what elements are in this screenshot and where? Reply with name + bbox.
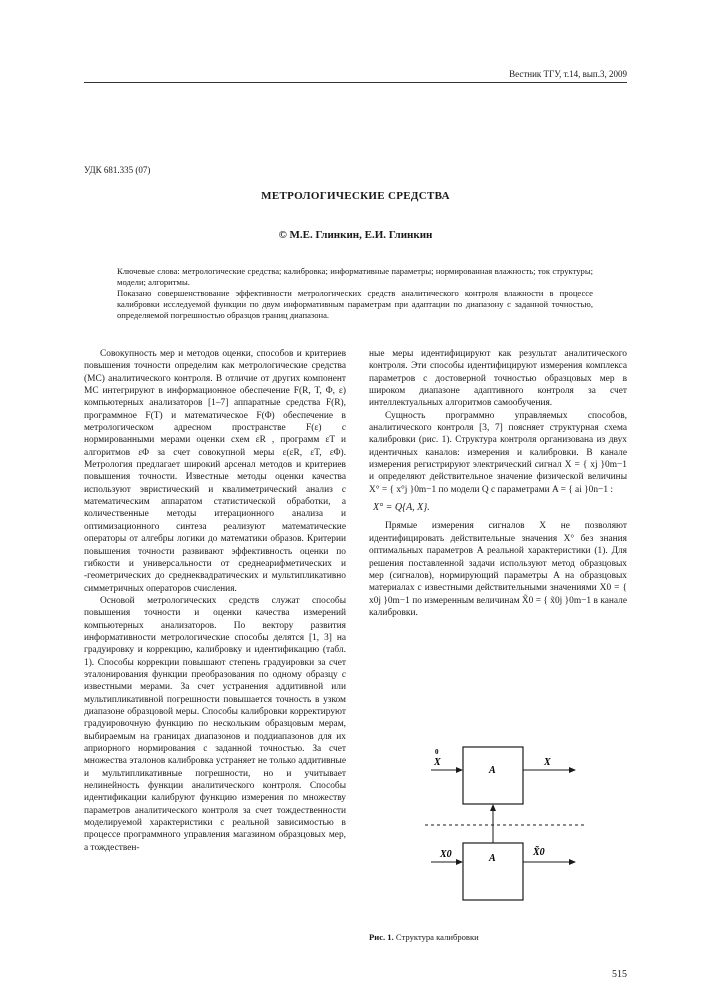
right-paragraph-1: ные меры идентифицируют как результат аналитического контроля. Эти способы идентифицируют измерения комплекса параметров с достоверной точностью образцовых мер в широком диапазоне адаптивного контроля за счет интеллектуальных алгоритмов самообучения. (369, 349, 627, 409)
formula-1: X° = Q{A, X}. (373, 502, 430, 514)
abstract-summary: Показано совершенствование эффективности метрологических средств аналитического контроля влажности в процессе калибровки исследуемой функции по двум информативным параметрам при адаптации по диапазону с заданной точностью, определяемой погрешностью образцов границ диапазона. (117, 288, 593, 320)
figure-caption (369, 932, 479, 942)
right-paragraph-2: Сущность программно управляемых способов, аналитического контроля [3, 7] поясняет структурная схема калибровки (рис. 1). Структура контроля организована из двух идентичных каналов: измерения и калибровки. В канале измерения регистрируют электрический сигнал X = { xj }0m−1 и определяют действительное значение физической величины X° = { x°j }0m−1 по модели Q с параметрами A = { ai }0n−1 : (369, 410, 627, 495)
bottom-block-label: A (489, 853, 496, 864)
article-title: МЕТРОЛОГИЧЕСКИЕ СРЕДСТВА (261, 190, 450, 202)
caption-label: Рис. 1. (369, 932, 394, 942)
article-authors: © М.Е. Глинкин, Е.И. Глинкин (278, 229, 433, 241)
top-output-label: X (544, 757, 551, 768)
top-input-label: X (434, 757, 441, 768)
journal-header: Вестник ТГУ, т.14, вып.3, 2009 (509, 69, 627, 79)
udk-code: УДК 681.335 (07) (84, 165, 151, 175)
caption-text: Структура калибровки (395, 932, 479, 942)
top-block-label: A (489, 765, 496, 776)
right-column (369, 348, 627, 619)
left-paragraph-2: Основой метрологических средств служат способы повышения точности и оценки качества измерений компьютерных анализаторов. По вектору развития информативности метрологические способы делятся [1, 3] на градуировку и коррекцию, калибровку и идентификацию (табл. 1). Способы коррекции повышают степень градуировки за счет эталонирования функции преобразования по одному образцу с известными мерами. За счет устранения аддитивной или мультипликативной погрешности повышается точность в узком диапазоне образцовой меры. Способы калибровки корректируют градуировочную функцию по нескольким образцовым мерам, выбираемым на границах диапазонов и поддиапазонов для их априорного нормирования с заданной точностью. За счет множества эталонов калибровка устраняет не только аддитивные и мультипликативные погрешности, но и учитывает нелинейность функции аналитического контроля. Способы идентификации калибруют функцию измерения по множеству параметров аналитического контроля за счет тождественности моделируемой характеристики с реальной зависимостью в процессе программного управления магазином образцовых мер, а тождествен- (84, 595, 346, 853)
left-paragraph-1: Совокупность мер и методов оценки, способов и критериев повышения точности определим как метрологические средства (МС) аналитического контроля. В отличие от других компонент МС интегрируют в информационное обеспечение F(R, T, Φ, ε) компьютерных анализаторов [1–7] аппаратные средства F(R), программное F(T) и математическое F(Φ) обеспечение в метрологическом адресном пространстве F(ε) с нормированными мерами оценки схем εR , программ εT и алгоритмов εΦ за счет совокупной меры ε(εR, εT, εΦ). Метрология предлагает широкий арсенал методов и критериев повышения точности. Известные методы оценки качества используют эвристический и квалиметрический анализ с математическим аппаратом статистической обработки, а количественные методы итерационного анализа и оптимизационного синтеза реализуют математические операторы от алгебры логики до математики образов. Критерии повышения точности развивают эффективность оценки по гибкости и универсальности от среднеарифметических и -геометрических до среднеквадратических и мультипликативно симметричных операторов счисления. (84, 349, 346, 594)
bottom-output-label: X̃0 (533, 847, 545, 858)
bottom-input-label: X0 (440, 849, 452, 860)
bottom-block (463, 843, 523, 900)
right-paragraph-3: Прямые измерения сигналов X не позволяют идентифицировать действительные значения X° без знания оптимальных параметров A реальной характеристики (1). Для решения поставленной задачи используют метод образцовых мер (сигналов), нормирующий параметры A на образцовых материалах с известными действительными значениями X0 = { x0j }0m−1 по измеренным величинам X̃0 = { x̃0j }0m−1 в канале калибровки. (369, 521, 627, 618)
calibration-diagram (425, 745, 585, 915)
header-rule (84, 82, 627, 83)
keywords: Ключевые слова: метрологические средства; калибровка; информативные параметры; нормированная влажность; ток структуры; модели; алгоритмы. (117, 266, 593, 287)
top-input-mark: 0 (435, 748, 439, 756)
page-number: 515 (612, 969, 627, 980)
calibration-structure-figure (425, 745, 585, 910)
left-column (84, 348, 346, 854)
abstract-block (117, 266, 593, 321)
